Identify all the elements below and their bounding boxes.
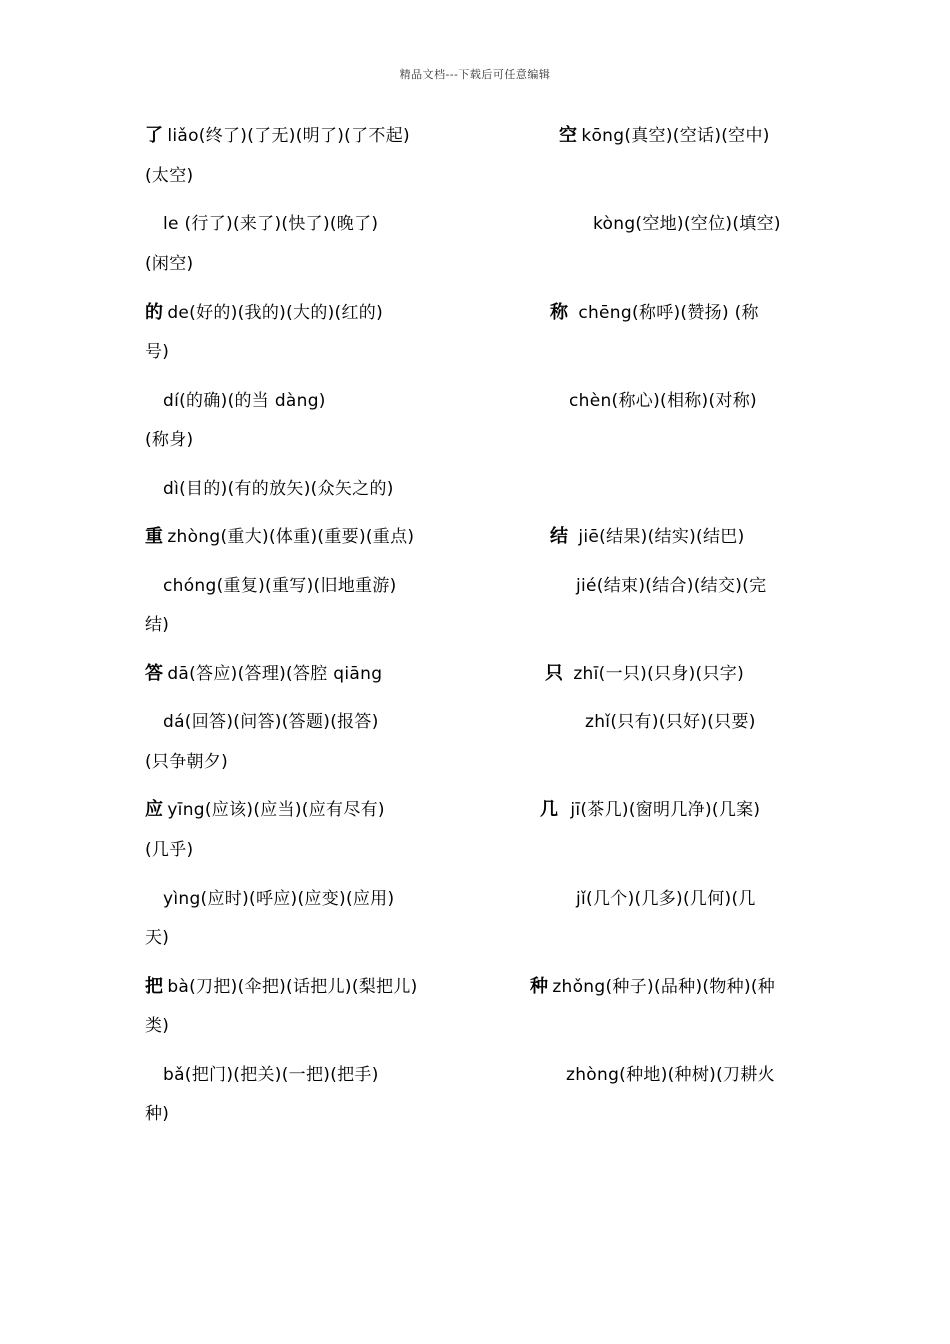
entry-text: jī(茶几)(窗明几净)(几案): [570, 800, 761, 820]
entry-continuation: 天): [145, 928, 170, 948]
entry-cheng: [550, 301, 759, 325]
entry-text: de(好的)(我的)(大的)(红的): [167, 303, 384, 323]
entry-text: zhòng(重大)(体重)(重要)(重点): [167, 527, 415, 547]
entry-head-char: 答: [145, 663, 164, 684]
entry-kong: [559, 124, 770, 148]
entry-text: bà(刀把)(伞把)(话把儿)(梨把儿): [167, 977, 418, 997]
entry-ji-3: jǐ(几个)(几多)(几何)(几: [576, 889, 756, 909]
entry-jie-1: [550, 525, 745, 549]
entry-head-char: 结: [550, 526, 569, 547]
page-header: 精品文档---下载后可任意编辑: [399, 68, 551, 81]
entry-continuation: 号): [145, 342, 170, 362]
entry-continuation: 种): [145, 1104, 170, 1124]
entry-zhi-1: [545, 662, 744, 686]
entry-da-2: dá(回答)(问答)(答题)(报答): [163, 712, 379, 732]
entry-text: dā(答应)(答理)(答腔 qiāng: [167, 664, 383, 684]
entry-continuation: (称身): [145, 430, 194, 450]
entry-di-4: dì(目的)(有的放矢)(众矢之的): [163, 479, 394, 499]
entry-jie-2: jié(结束)(结合)(结交)(完: [576, 576, 767, 596]
entry-zhi-3: zhǐ(只有)(只好)(只要): [585, 712, 756, 732]
entry-zhong-4: [145, 525, 414, 549]
entry-kong-4: kòng(空地)(空位)(填空): [593, 214, 781, 234]
entry-continuation: (太空): [145, 166, 194, 186]
entry-head-char: 几: [540, 799, 559, 820]
entry-head-char: 种: [530, 976, 549, 997]
entry-zhong-3: [530, 975, 775, 999]
entry-zhong-4-plant: zhòng(种地)(种树)(刀耕火: [566, 1065, 775, 1085]
entry-continuation: (只争朝夕): [145, 752, 229, 772]
entry-head-char: 重: [145, 526, 164, 547]
entry-continuation: 结): [145, 615, 170, 635]
entry-text: zhǒng(种子)(品种)(物种)(种: [552, 977, 776, 997]
entry-head-char: 了: [145, 125, 164, 146]
entry-text: chēng(称呼)(赞扬) (称: [578, 303, 759, 323]
entry-di-2: dí(的确)(的当 dàng): [163, 391, 326, 411]
entry-continuation: (闲空): [145, 254, 194, 274]
entry-da-1: [145, 662, 382, 686]
entry-ji-1: [540, 798, 760, 822]
entry-ying-4: yìng(应时)(呼应)(应变)(应用): [163, 889, 395, 909]
entry-text: kōng(真空)(空话)(空中): [581, 126, 770, 146]
entry-head-char: 的: [145, 302, 164, 323]
entry-liao: [145, 124, 410, 148]
entry-ba-4: [145, 975, 418, 999]
entry-de: [145, 301, 383, 325]
entry-chong: chóng(重复)(重写)(旧地重游): [163, 576, 397, 596]
entry-text: liǎo(终了)(了无)(明了)(了不起): [167, 126, 410, 146]
entry-text: jiē(结果)(结实)(结巴): [578, 527, 745, 547]
entry-chen: chèn(称心)(相称)(对称): [569, 391, 757, 411]
entry-head-char: 把: [145, 976, 164, 997]
entry-le: le (行了)(来了)(快了)(晚了): [163, 214, 379, 234]
entry-ba-3: bǎ(把门)(把关)(一把)(把手): [163, 1065, 379, 1085]
entry-head-char: 只: [545, 663, 564, 684]
entry-head-char: 应: [145, 799, 164, 820]
entry-head-char: 称: [550, 302, 569, 323]
entry-head-char: 空: [559, 125, 578, 146]
entry-text: yīng(应该)(应当)(应有尽有): [167, 800, 385, 820]
entry-continuation: 类): [145, 1016, 170, 1036]
entry-continuation: (几乎): [145, 840, 194, 860]
entry-text: zhī(一只)(只身)(只字): [573, 664, 745, 684]
entry-ying-1: [145, 798, 385, 822]
